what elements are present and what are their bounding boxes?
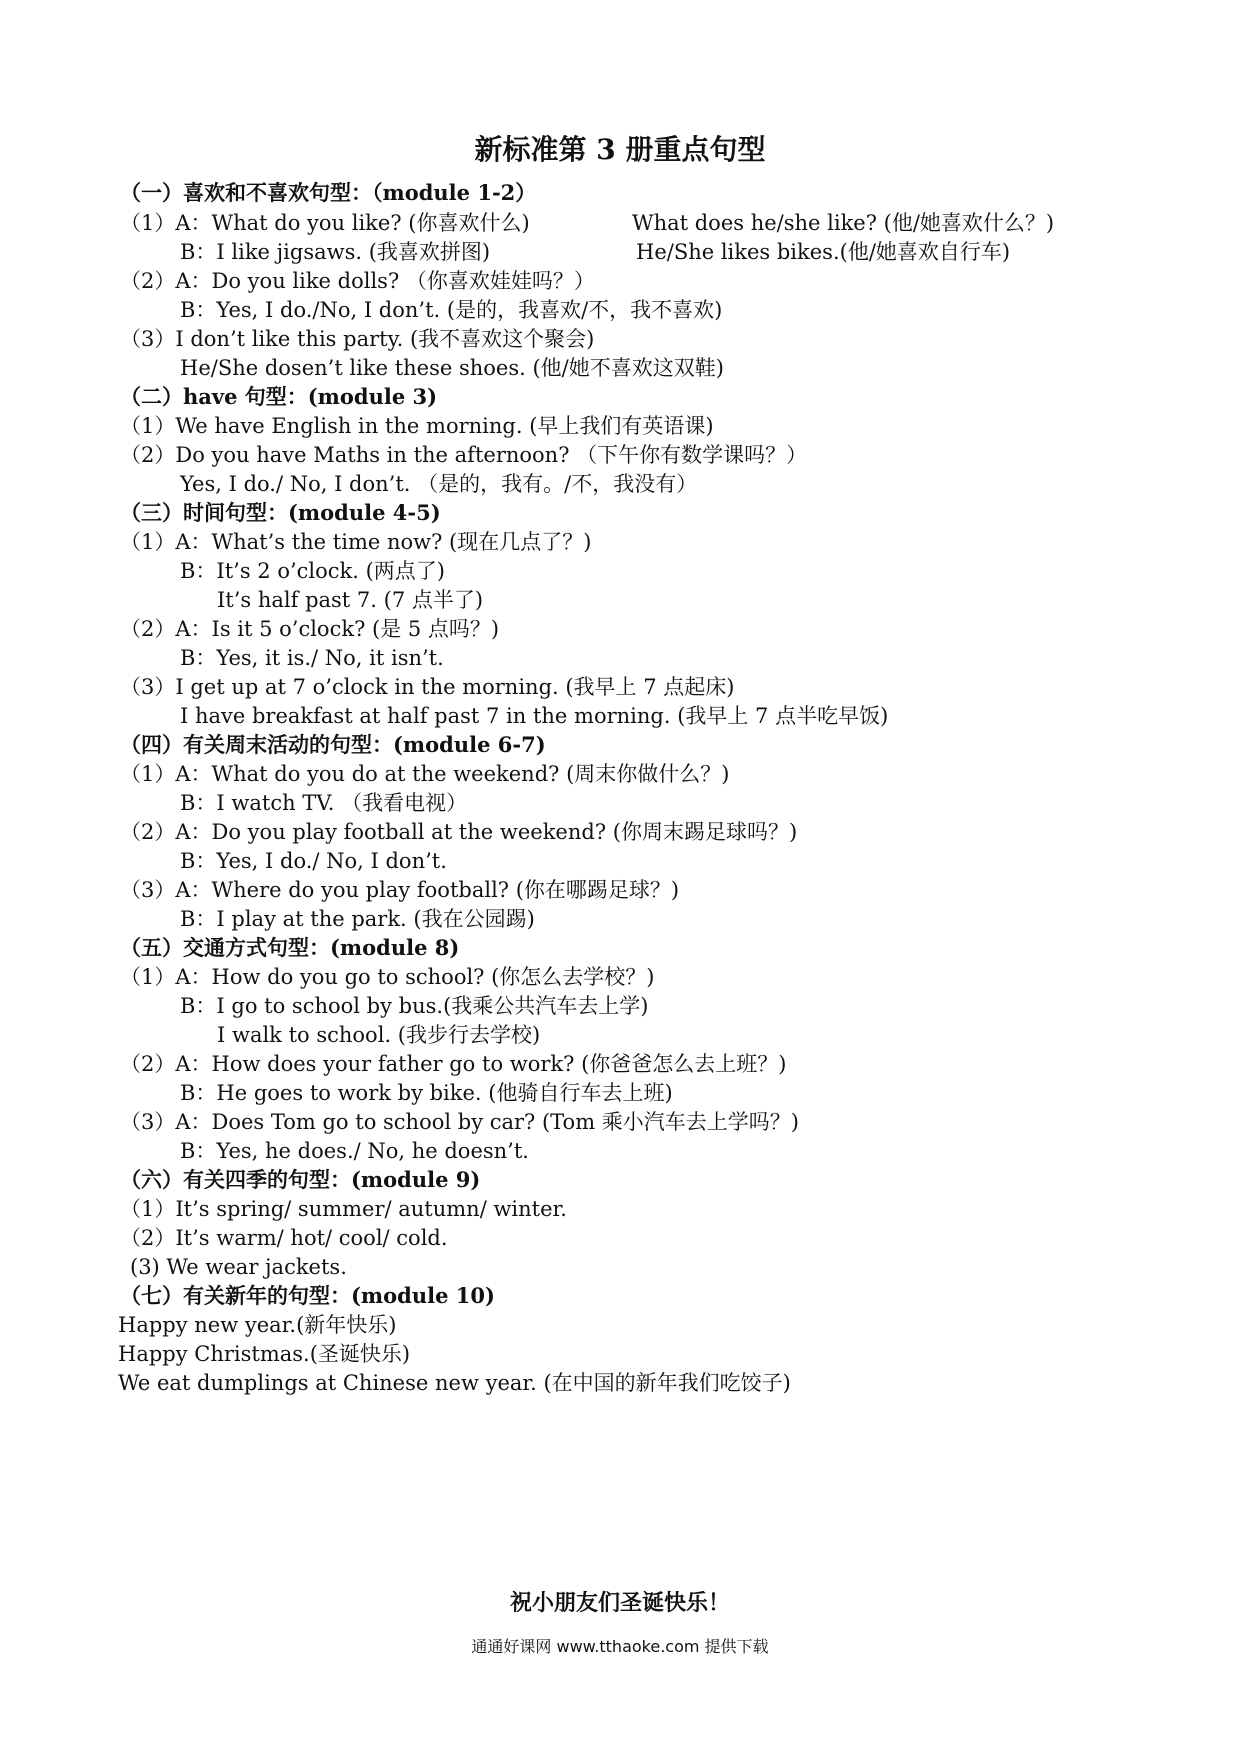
sentence-text: What does he/she like? (他/她喜欢什么？) [632, 211, 1055, 235]
sentence-text: He/She dosen’t like these shoes. (他/她不喜欢这双鞋) [180, 356, 724, 380]
section-heading-4: （四）有关周末活动的句型：(module 6-7) [120, 732, 546, 757]
sentence-text: （3）I get up at 7 o’clock in the morning. (我早上 7 点起床) [120, 675, 735, 699]
sentence-text: （1）A：What do you like? (你喜欢什么) [120, 211, 530, 235]
sentence-text: （2）It’s warm/ hot/ cool/ cold. [120, 1226, 448, 1250]
sentence-text: Happy Christmas.(圣诞快乐) [118, 1342, 411, 1366]
sentence-text: B：I go to school by bus.(我乘公共汽车去上学) [180, 994, 649, 1018]
sentence-text: Happy new year.(新年快乐) [118, 1313, 397, 1337]
sentence-text: Yes, I do./ No, I don’t. （是的，我有。/不，我没有） [180, 472, 698, 496]
sentence-text: （1）We have English in the morning. (早上我们有英语课) [120, 414, 714, 438]
sentence-text: B：It’s 2 o’clock. (两点了) [180, 559, 445, 583]
sentence-text: （2）A：Is it 5 o’clock? (是 5 点吗？) [120, 617, 500, 641]
sentence-text: B：Yes, I do./No, I don’t. (是的，我喜欢/不，我不喜欢) [180, 298, 723, 322]
section-heading-2: （二）have 句型：(module 3) [120, 384, 438, 409]
closing-greeting: 祝小朋友们圣诞快乐！ [509, 1590, 730, 1616]
sentence-text: （3）A：Does Tom go to school by car? (Tom 乘小汽车去上学吗？) [120, 1110, 799, 1134]
section-heading-5: （五）交通方式句型：(module 8) [120, 935, 460, 960]
sentence-text: B：Yes, I do./ No, I don’t. [180, 849, 447, 873]
sentence-text: I have breakfast at half past 7 in the morning. (我早上 7 点半吃早饭) [180, 704, 889, 728]
sentence-text: B：Yes, it is./ No, it isn’t. [180, 646, 444, 670]
footer-credit: 通通好课网 www.tthaoke.com 提供下载 [471, 1637, 769, 1656]
sentence-text: （2）A：Do you play football at the weekend? (你周末踢足球吗？) [120, 820, 798, 844]
sentence-text: （1）A：How do you go to school? (你怎么去学校？) [120, 965, 655, 989]
sentence-text: He/She likes bikes.(他/她喜欢自行车) [636, 240, 1011, 264]
section-heading-6: （六）有关四季的句型：(module 9) [120, 1167, 481, 1192]
sentence-text: I walk to school. (我步行去学校) [217, 1023, 541, 1047]
sentence-text: （1）A：What’s the time now? (现在几点了？) [120, 530, 592, 554]
sentence-text: B：Yes, he does./ No, he doesn’t. [180, 1139, 529, 1163]
sentence-text: （3）I don’t like this party. (我不喜欢这个聚会) [120, 327, 595, 351]
sentence-text: （1）A：What do you do at the weekend? (周末你做什么？) [120, 762, 730, 786]
sentence-text: B：He goes to work by bike. (他骑自行车去上班) [180, 1081, 673, 1105]
sentence-text: （3）A：Where do you play football? (你在哪踢足球？) [120, 878, 680, 902]
section-heading-7: （七）有关新年的句型：(module 10) [120, 1283, 495, 1308]
section-heading-1: （一）喜欢和不喜欢句型：（module 1-2） [120, 180, 537, 205]
sentence-text: （2）A：How does your father go to work? (你爸爸怎么去上班？) [120, 1052, 787, 1076]
sentence-text: We eat dumplings at Chinese new year. (在中国的新年我们吃饺子) [118, 1371, 791, 1395]
sentence-text: （2）A：Do you like dolls? （你喜欢娃娃吗？） [120, 269, 595, 293]
sentence-text: (3) We wear jackets. [130, 1255, 347, 1279]
section-heading-3: （三）时间句型：(module 4-5) [120, 500, 441, 525]
sentence-text: （1）It’s spring/ summer/ autumn/ winter. [120, 1197, 567, 1221]
sentence-text: B：I like jigsaws. (我喜欢拼图) [180, 240, 491, 264]
sentence-text: （2）Do you have Maths in the afternoon? （下午你有数学课吗？） [120, 443, 808, 467]
sentence-text: It’s half past 7. (7 点半了) [217, 588, 484, 612]
sentence-text: B：I play at the park. (我在公园踢) [180, 907, 535, 931]
sentence-text: B：I watch TV. （我看电视） [180, 791, 468, 815]
page-title: 新标准第 3 册重点句型 [474, 133, 766, 166]
